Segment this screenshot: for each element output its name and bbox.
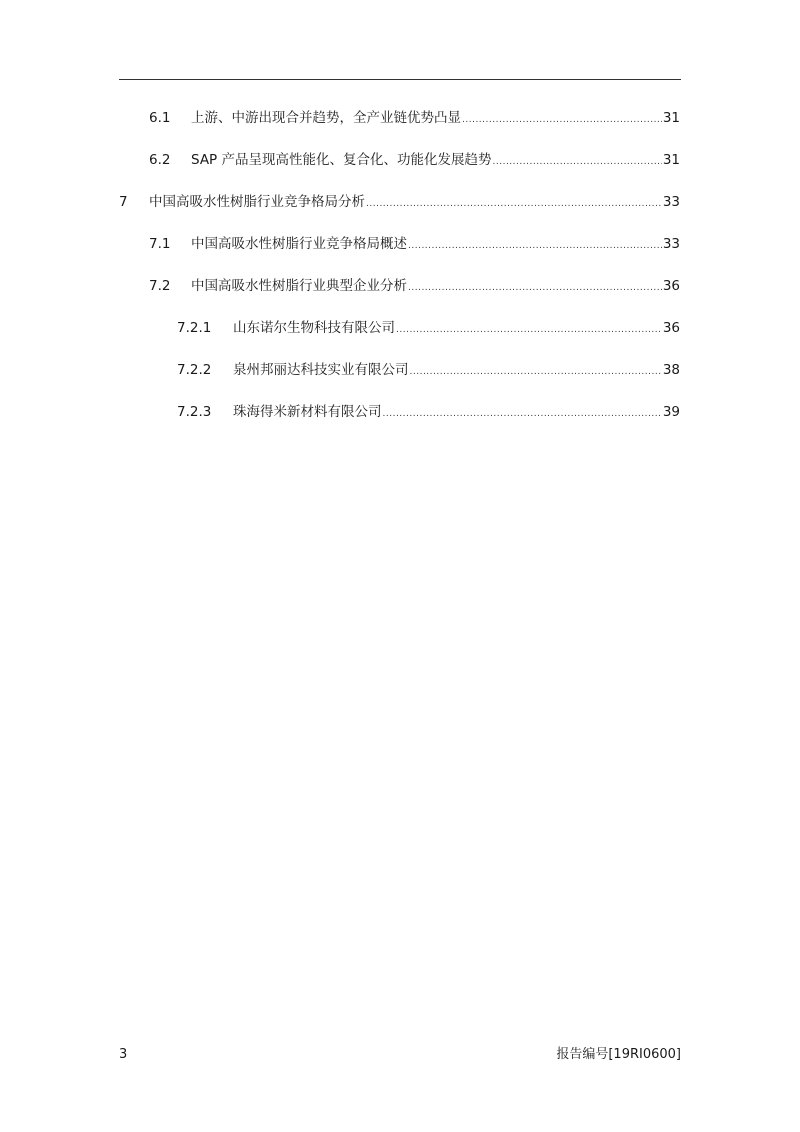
toc-entry-number: 7.2.2 bbox=[177, 362, 212, 378]
toc-entry-page: 36 bbox=[662, 278, 680, 294]
toc-entry-title: SAP 产品呈现高性能化、复合化、功能化发展趋势 bbox=[191, 152, 492, 168]
toc-entry-title: 珠海得米新材料有限公司 bbox=[233, 404, 382, 420]
toc-entry-7-2-3[interactable] bbox=[177, 401, 680, 423]
toc-entry-6-2[interactable] bbox=[149, 149, 680, 171]
toc-entry-number: 7 bbox=[119, 194, 128, 210]
toc-entry-7-2-1[interactable] bbox=[177, 317, 680, 339]
footer-page-number: 3 bbox=[119, 1047, 128, 1062]
toc-entry-number: 7.2 bbox=[149, 278, 171, 294]
toc-leader-dots bbox=[383, 403, 662, 425]
toc-leader-dots bbox=[408, 235, 662, 257]
toc-leader-dots bbox=[462, 109, 662, 131]
toc-entry-number: 7.1 bbox=[149, 236, 171, 252]
toc-entry-7-1[interactable] bbox=[149, 233, 680, 255]
toc-entry-page: 33 bbox=[662, 194, 680, 210]
toc-entry-title: 中国高吸水性树脂行业竞争格局分析 bbox=[149, 194, 365, 210]
toc-entry-number: 6.2 bbox=[149, 152, 171, 168]
footer-report-id: 报告编号[19RI0600] bbox=[556, 1047, 681, 1062]
toc-entry-number: 6.1 bbox=[149, 110, 171, 126]
toc-leader-dots bbox=[396, 319, 662, 341]
toc-entry-6-1[interactable] bbox=[149, 107, 680, 129]
toc-leader-dots bbox=[410, 361, 662, 383]
toc-entry-title: 中国高吸水性树脂行业典型企业分析 bbox=[191, 278, 407, 294]
toc-entry-page: 36 bbox=[662, 320, 680, 336]
toc-leader-dots bbox=[366, 193, 662, 215]
toc-entry-page: 31 bbox=[662, 152, 680, 168]
toc-entry-title: 泉州邦丽达科技实业有限公司 bbox=[233, 362, 409, 378]
toc-entry-title: 中国高吸水性树脂行业竞争格局概述 bbox=[191, 236, 407, 252]
toc-entry-7[interactable] bbox=[119, 191, 680, 213]
toc-entry-page: 38 bbox=[662, 362, 680, 378]
toc-leader-dots bbox=[408, 277, 662, 299]
toc-entry-title: 山东诺尔生物科技有限公司 bbox=[233, 320, 395, 336]
toc-entry-page: 33 bbox=[662, 236, 680, 252]
toc-entry-page: 39 bbox=[662, 404, 680, 420]
toc-entry-page: 31 bbox=[662, 110, 680, 126]
toc-entry-number: 7.2.1 bbox=[177, 320, 212, 336]
toc-entry-title: 上游、中游出现合并趋势，全产业链优势凸显 bbox=[191, 110, 461, 126]
toc-entry-7-2-2[interactable] bbox=[177, 359, 680, 381]
toc-entry-7-2[interactable] bbox=[149, 275, 680, 297]
toc-entry-number: 7.2.3 bbox=[177, 404, 212, 420]
header-rule bbox=[119, 79, 681, 80]
toc-leader-dots bbox=[493, 151, 662, 173]
